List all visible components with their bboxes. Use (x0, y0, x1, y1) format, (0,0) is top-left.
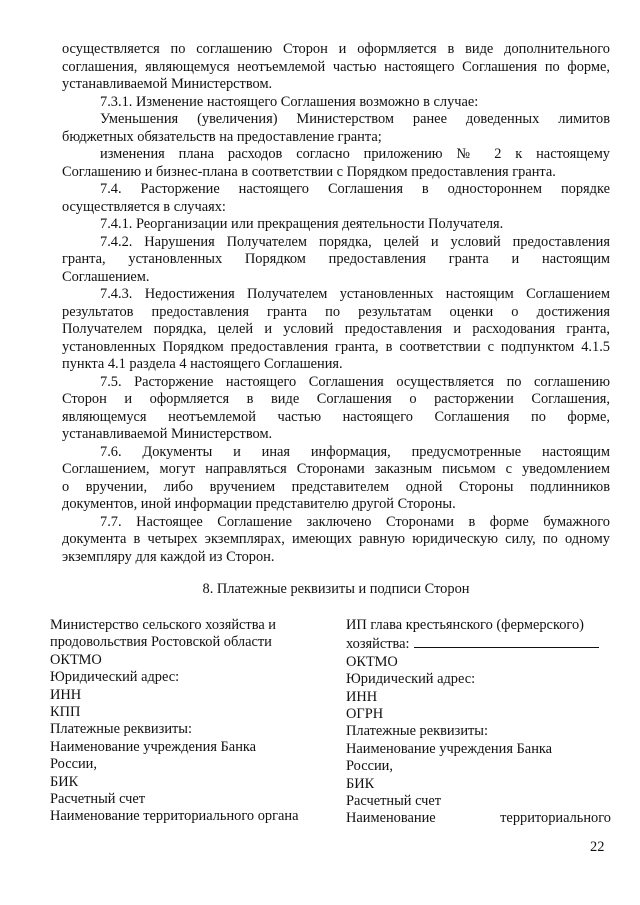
requisite-line: Платежные реквизиты: (50, 721, 192, 738)
paragraph-line: изменения плана расходов согласно приложению № 2 к настоящему (100, 146, 610, 162)
paragraph-line: пункта 4.1 раздела 4 настоящего Соглашения. (62, 356, 343, 372)
paragraph-line: установленных Порядком предоставления гранта, в соответствии с подпунктом 4.1.5 (62, 338, 610, 355)
agreement-body-text (62, 41, 610, 566)
paragraph-line: Уменьшения (увеличения) Министерством ранее доведенных лимитов (100, 111, 610, 127)
paragraph-line: 7.4.1. Реорганизации или прекращения деятельности Получателя. (100, 216, 504, 232)
requisite-line: Министерство сельского хозяйства и (50, 617, 277, 633)
paragraph-line: Соглашением. (62, 268, 150, 285)
paragraph-line: 7.4.2. Нарушения Получателем порядка, целей и условий предоставления (100, 233, 610, 250)
requisite-line: России, (346, 758, 393, 775)
requisite-line: КПП (50, 704, 81, 721)
requisite-line: ОКТМО (50, 651, 102, 668)
paragraph-line: бюджетных обязательств на предоставление гранта; (62, 128, 382, 145)
requisite-line: продовольствия Ростовской области (50, 634, 272, 651)
farmer-title-line: ИП глава крестьянского (фермерского) (346, 617, 584, 633)
section-heading: 8. Платежные реквизиты и подписи Сторон (202, 581, 470, 597)
paragraph-line: 7.4.3. Недостижения Получателем установленных настоящим Соглашением (100, 286, 610, 302)
paragraph-line: результатов предоставления гранта по результатам оценки о достижения (62, 303, 610, 320)
farmer-territorial-word-2: территориального (500, 810, 611, 827)
paragraph-line: осуществляется в случаях: (62, 198, 226, 215)
requisite-line: ИНН (50, 686, 82, 703)
farmer-territorial-line (346, 810, 611, 827)
requisite-line: ОКТМО (346, 653, 398, 670)
paragraph-line: Соглашением, могут направляться Сторонами заказным письмом с уведомлением (62, 461, 610, 477)
requisite-line: Юридический адрес: (50, 669, 180, 686)
paragraph-line: соглашения, являющемуся неотъемлемой частью настоящего Соглашения по форме, (62, 58, 610, 75)
requisite-line: Юридический адрес: (346, 671, 476, 688)
requisite-line: России, (50, 756, 97, 773)
paragraph-line: 7.4. Расторжение настоящего Соглашения в одностороннем порядке (100, 181, 610, 197)
paragraph-line: экземпляру для каждой из Сторон. (62, 548, 275, 565)
paragraph-line: гранта, установленных Порядком предоставления гранта и настоящим (62, 251, 610, 267)
requisite-line: БИК (50, 773, 79, 790)
requisite-line: Платежные реквизиты: (346, 723, 488, 740)
requisite-line: ОГРН (346, 706, 384, 723)
paragraph-line: 7.6. Документы и иная информация, предусмотренные настоящим (100, 443, 610, 460)
paragraph-line: являющемуся неотъемлемой частью настоящего Соглашения по форме, (62, 408, 610, 425)
paragraph-line: Получателем порядка, целей и условий предоставления и расходования гранта, (62, 321, 610, 337)
paragraph-line: устанавливаемой Министерством. (62, 76, 273, 92)
paragraph-line: о вручении, либо вручением представителем одной Стороны подлинников (62, 478, 610, 495)
requisite-line: Наименование учреждения Банка (346, 740, 553, 757)
requisite-line: Расчетный счет (346, 793, 442, 810)
paragraph-line: документа в четырех экземплярах, имеющих равную юридическую силу, по одному (62, 531, 610, 547)
paragraph-line: Соглашению и бизнес-плана в соответствии с Порядком предоставления гранта. (62, 163, 556, 180)
ministry-requisites-column (50, 617, 320, 826)
farmer-requisites-list (346, 654, 611, 811)
paragraph-line: осуществляется по соглашению Сторон и оформляется в виде дополнительного (62, 41, 610, 57)
paragraph-line: 7.5. Расторжение настоящего Соглашения осуществляется по соглашению (100, 373, 610, 390)
farmer-name-line (346, 634, 611, 653)
paragraph-line: документов, иной информации представителю другой Стороны. (62, 496, 456, 512)
requisite-line: Расчетный счет (50, 791, 146, 808)
farmer-requisites-column (346, 617, 611, 828)
farmer-territorial-word-1: Наименование (346, 810, 436, 827)
farmer-name-label: хозяйства: (346, 636, 410, 653)
requisite-line: Наименование территориального органа (50, 808, 299, 825)
requisite-line: Наименование учреждения Банка (50, 738, 257, 755)
farmer-name-blank (414, 634, 599, 648)
page-number: 22 (590, 839, 605, 855)
requisite-line: БИК (346, 775, 375, 792)
paragraph-line: 7.7. Настоящее Соглашение заключено Сторонами в форме бумажного (100, 513, 610, 530)
paragraph-line: 7.3.1. Изменение настоящего Соглашения возможно в случае: (100, 93, 479, 110)
paragraph-line: устанавливаемой Министерством. (62, 426, 273, 442)
requisite-line: ИНН (346, 688, 378, 705)
paragraph-line: Сторон и оформляется в виде Соглашения о расторжении Соглашения, (62, 391, 610, 407)
